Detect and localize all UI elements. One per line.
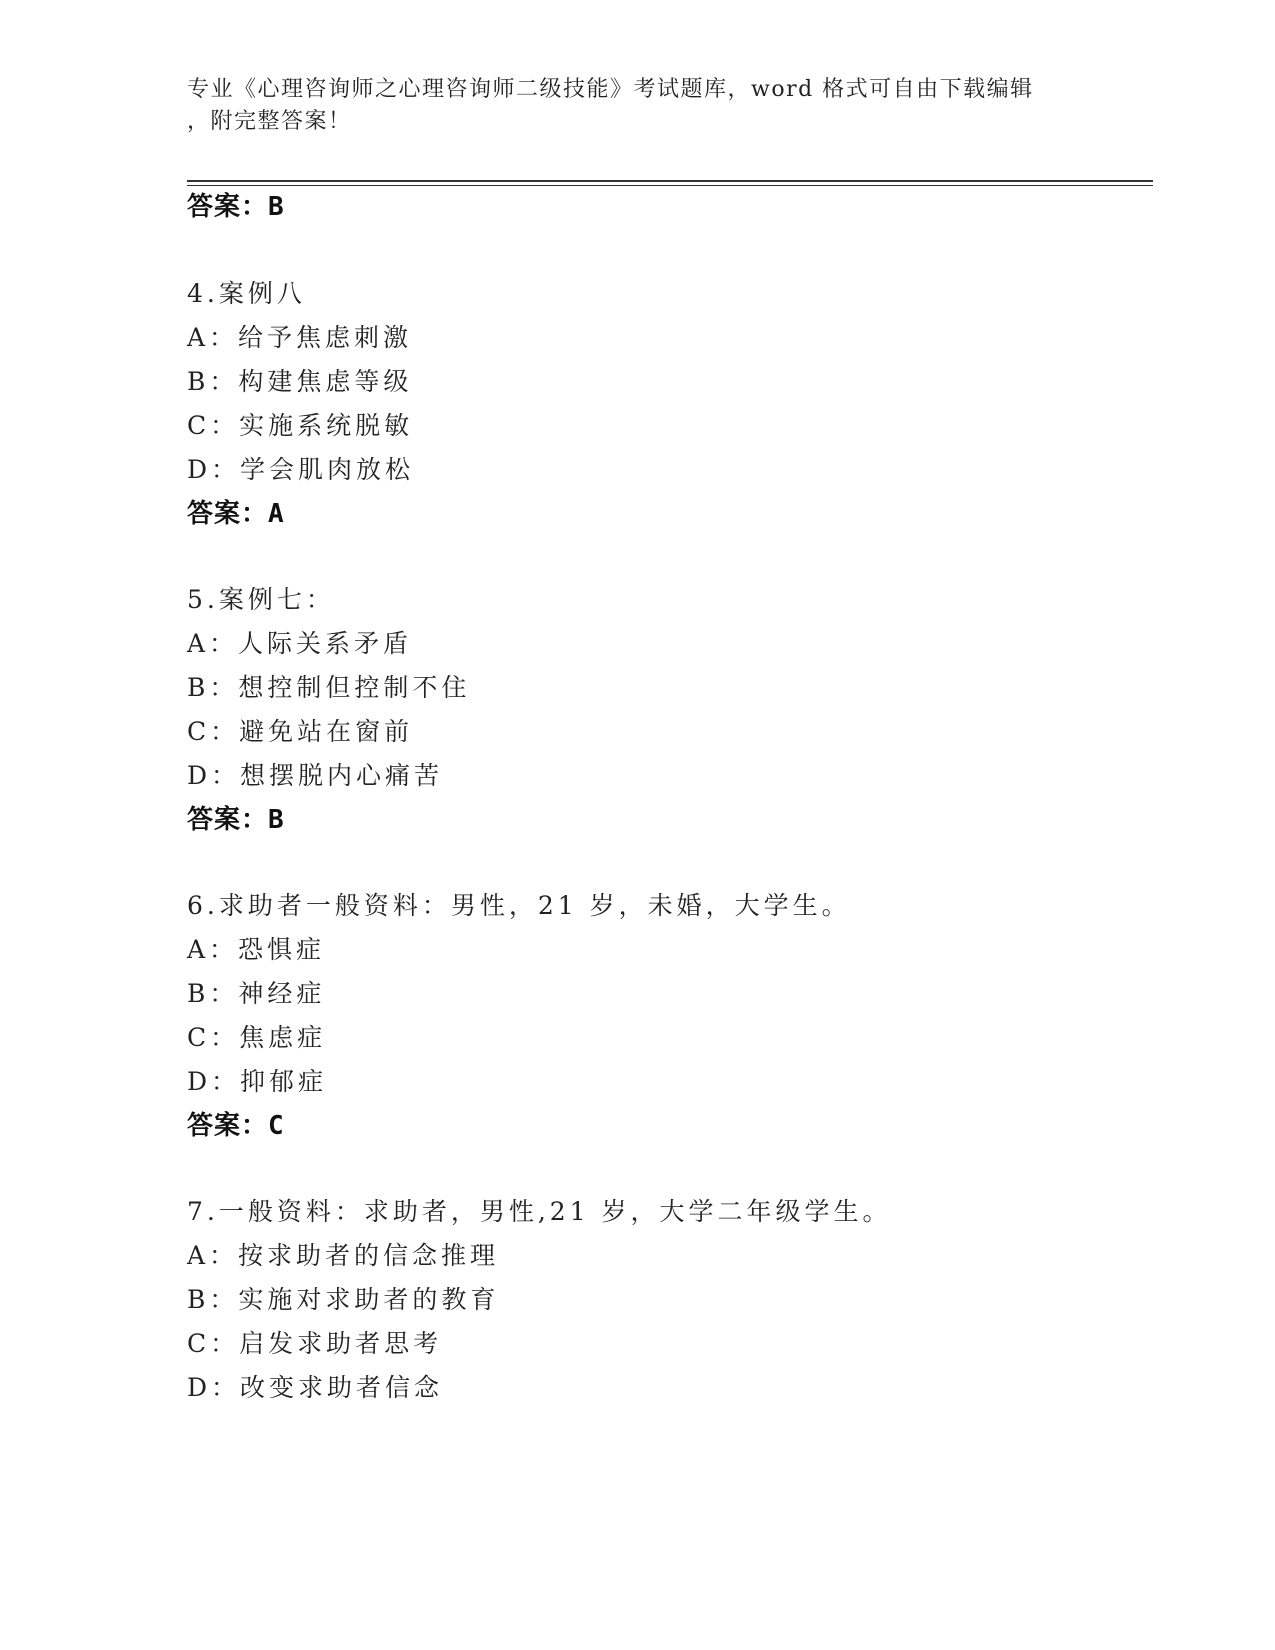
answer-label: 答案： [187, 805, 269, 835]
option-c: C：实施系统脱敏 [187, 411, 414, 440]
option-b: B：实施对求助者的教育 [187, 1285, 500, 1314]
option-c: C：启发求助者思考 [187, 1329, 443, 1358]
option-d: D：学会肌肉放松 [187, 455, 415, 484]
header-line-1: 专业《心理咨询师之心理咨询师二级技能》考试题库，word 格式可自由下载编辑 [187, 77, 1034, 102]
option-a: A：按求助者的信念推理 [187, 1241, 500, 1270]
answer-line [187, 186, 285, 223]
answer-value: C [268, 1111, 285, 1141]
option-d: D：想摆脱内心痛苦 [187, 761, 444, 790]
answer-label: 答案： [187, 499, 269, 529]
document-header [187, 74, 1067, 138]
header-divider-bottom [187, 185, 1153, 186]
option-c: C：避免站在窗前 [187, 717, 414, 746]
option-a: A：给予焦虑刺激 [187, 323, 413, 352]
header-line-2: ，附完整答案！ [187, 109, 352, 134]
answer-value: B [268, 805, 285, 835]
answer-line [187, 1105, 285, 1142]
option-b: B：想控制但控制不住 [187, 673, 471, 702]
answer-line [187, 493, 285, 530]
option-a: A：人际关系矛盾 [187, 629, 413, 658]
option-b: B：神经症 [187, 979, 326, 1008]
question-stem: 4.案例八 [187, 279, 306, 308]
answer-line [187, 799, 285, 836]
question-stem: 7.一般资料：求助者，男性,21 岁，大学二年级学生。 [187, 1197, 892, 1226]
answer-label: 答案： [187, 1111, 269, 1141]
header-divider-top [187, 180, 1153, 182]
option-d: D：抑郁症 [187, 1067, 328, 1096]
question-stem: 6.求助者一般资料：男性，21 岁，未婚，大学生。 [187, 891, 851, 920]
option-b: B：构建焦虑等级 [187, 367, 413, 396]
option-d: D：改变求助者信念 [187, 1373, 444, 1402]
option-a: A：恐惧症 [187, 935, 326, 964]
option-c: C：焦虑症 [187, 1023, 327, 1052]
answer-value: A [268, 499, 285, 529]
answer-value: B [268, 192, 285, 222]
question-stem: 5.案例七： [187, 585, 335, 614]
answer-label: 答案： [187, 192, 269, 222]
